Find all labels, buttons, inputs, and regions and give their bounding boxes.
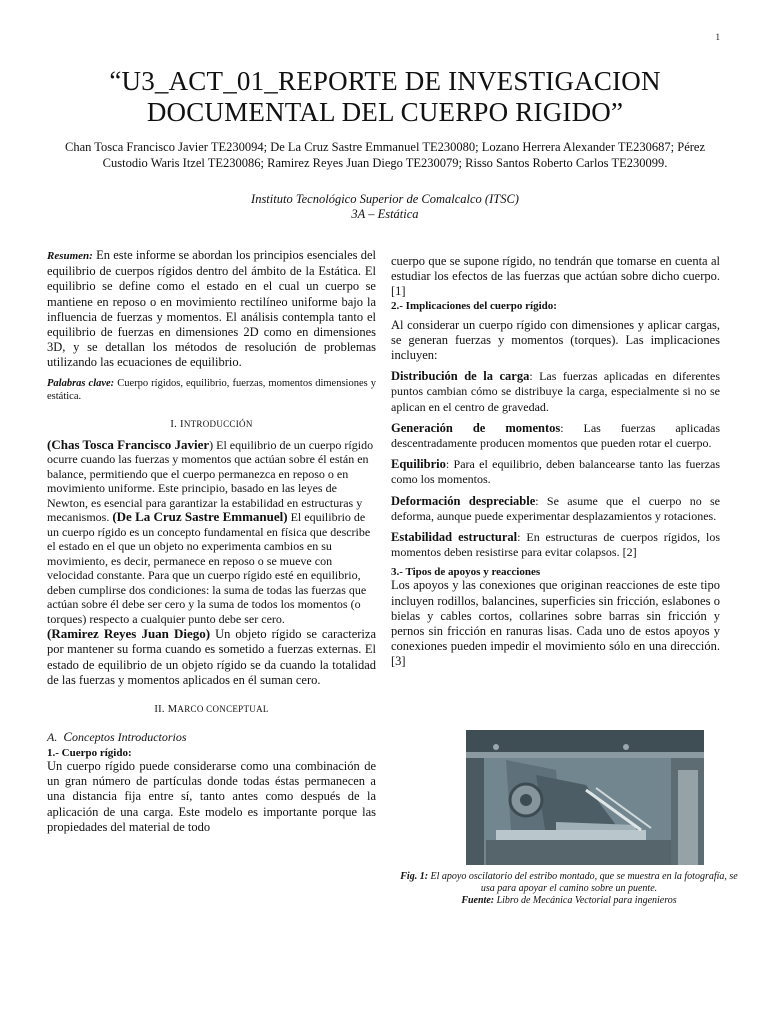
page-number: 1 xyxy=(715,32,720,42)
continued-paragraph: cuerpo que se supone rígido, no tendrán que tomarse en cuenta al estudiar los efectos de las fuerzas que actúan sobre dicho cuerpo. [1] xyxy=(391,254,720,299)
institution: Instituto Tecnológico Superior de Comalcalco (ITSC) xyxy=(251,192,519,206)
author-list: Chan Tosca Francisco Javier TE230094; De La Cruz Sastre Emmanuel TE230080; Lozano Herrera Alexander TE230687; Pérez Custodio Waris Itzel TE230086; Ramirez Reyes Juan Diego TE230079; Risso Santos Roberto Carlos TE230099. xyxy=(64,140,706,170)
intro-paragraph-1: (Chas Tosca Francisco Javier) El equilibrio de un cuerpo rígido ocurre cuando las fuerzas y momentos que actúan sobre él están en balance, permitiendo que el cuerpo permanezca en reposo o en movimiento uniforme. Este principio, basado en las leyes de Newton, es esencial para garantizar la estabilidad en estructuras y mecanismos. (De La Cruz Sastre Emmanuel) El equilibrio de un cuerpo rígido es un concepto fundamental en física que describe el estado en el que un objeto no experimenta cambios en su movimiento, es decir, permanece en reposo o se mueve con velocidad constante. Para que un cuerpo rígido esté en equilibrio, deben cumplirse dos condiciones: la suma de todas las fuerzas que actúan sobre él debe ser cero y la suma de todos los momentos (o torques) respecto a cualquier punto debe ser cero. xyxy=(47,436,374,626)
keywords-label: Palabras clave: xyxy=(47,377,115,389)
implication-item: Equilibrio: Para el equilibrio, deben balancearse tanto las fuerzas como los momentos. xyxy=(391,457,720,487)
abstract xyxy=(47,248,376,371)
implication-item: Distribución de la carga: Las fuerzas aplicadas en diferentes puntos cambian cómo se distribuye la carga, especialmente si no se aplican en el centro de gravedad. xyxy=(391,369,720,414)
apoyos-paragraph: Los apoyos y las conexiones que originan reacciones de este tipo incluyen rodillos, balancines, superficies sin fricción, eslabones o bielas y cables cortos, collarines sobre barras sin fricción y pernos sin fricción en ranuras lisas. Cada uno de estos apoyos y conexiones pueden impedir el movimiento sólo en una dirección. [3] xyxy=(391,578,720,669)
cuerpo-rigido-paragraph: Un cuerpo rígido puede considerarse como una combinación de un gran número de partículas donde todas éstas permanecen a una distancia fija entre sí, tanto antes como después de la aplicación de una carga. Este modelo es importante porque las propiedades del material de todo xyxy=(47,758,376,834)
abstract-label: Resumen: xyxy=(47,250,93,262)
left-column xyxy=(47,248,376,835)
item-heading-apoyos: 3.- Tipos de apoyos y reacciones xyxy=(391,566,541,579)
section-heading-introduccion: I. INTRODUCCIÓN xyxy=(170,418,253,430)
implicaciones-intro: Al considerar un cuerpo rígido con dimensiones y aplicar cargas, se generan fuerzas y momentos (torques). Las implicaciones incluyen: xyxy=(391,317,720,363)
subsection-heading: A. Conceptos Introductorios xyxy=(47,728,187,744)
rocker-bearing-illustration xyxy=(466,730,704,865)
section-heading-marco-conceptual: II. MARCO CONCEPTUAL xyxy=(154,703,269,715)
implication-item: Deformación despreciable: Se asume que el cuerpo no se deforma, aunque puede experimentar desplazamientos y rotaciones. xyxy=(391,493,720,523)
affiliation xyxy=(60,192,710,222)
author-tag: (Ramirez Reyes Juan Diego) xyxy=(47,626,211,642)
course: 3A – Estática xyxy=(351,207,419,221)
keywords xyxy=(47,377,376,403)
caption-text: Fig. 1: El apoyo oscilatorio del estribo montado, que se muestra en la fotografía, se usa para apoyar el camino sobre un puente. xyxy=(400,871,738,894)
caption-source: Fuente: Libro de Mecánica Vectorial para ingenieros xyxy=(461,895,677,906)
paper-title: “U3_ACT_01_REPORTE DE INVESTIGACION DOCUMENTAL DEL CUERPO RIGIDO” xyxy=(109,66,661,127)
abstract-text: En este informe se abordan los principios esenciales del equilibrio de cuerpos rígidos dentro del ámbito de la Estática. El equilibrio se define como el estado en el cual un cuerpo se mantiene en reposo o en movimiento rectilíneo uniforme bajo la influencia de fuerzas y momentos. El análisis contempla tanto el equilibrio de fuerzas en dimensiones 2D como en dimensiones 3D, y se detallan los métodos de resolución de problemas utilizando las ecuaciones de equilibrio. xyxy=(47,248,377,370)
item-heading-cuerpo-rigido: 1.- Cuerpo rígido: xyxy=(47,746,132,759)
implication-item: Generación de momentos: Las fuerzas aplicadas descentradamente producen momentos que pueden rotar el cuerpo. xyxy=(391,420,720,451)
intro-paragraph-2: (Ramirez Reyes Juan Diego) Un objeto rígido se caracteriza por mantener su forma cuando es sometido a fuerzas externas. El estado de equilibrio de un objeto rígido se da cuando la totalidad de las fuerzas y momentos aplicados en él suman cero. xyxy=(47,626,377,687)
implication-item: Estabilidad estructural: En estructuras de cuerpos rígidos, los momentos deben resistirse para evitar colapsos. [2] xyxy=(391,530,721,560)
author-tag: (De La Cruz Sastre Emmanuel) xyxy=(112,509,288,525)
keywords-text: Cuerpo rígidos, equilibrio, fuerzas, momentos dimensiones y estática. xyxy=(47,377,376,402)
figure-caption xyxy=(400,871,738,907)
bridge-support-photo xyxy=(466,730,704,865)
item-heading-implicaciones: 2.- Implicaciones del cuerpo rígido: xyxy=(391,299,557,312)
author-tag: (Chas Tosca Francisco Javier xyxy=(47,436,210,452)
right-column xyxy=(391,254,720,670)
